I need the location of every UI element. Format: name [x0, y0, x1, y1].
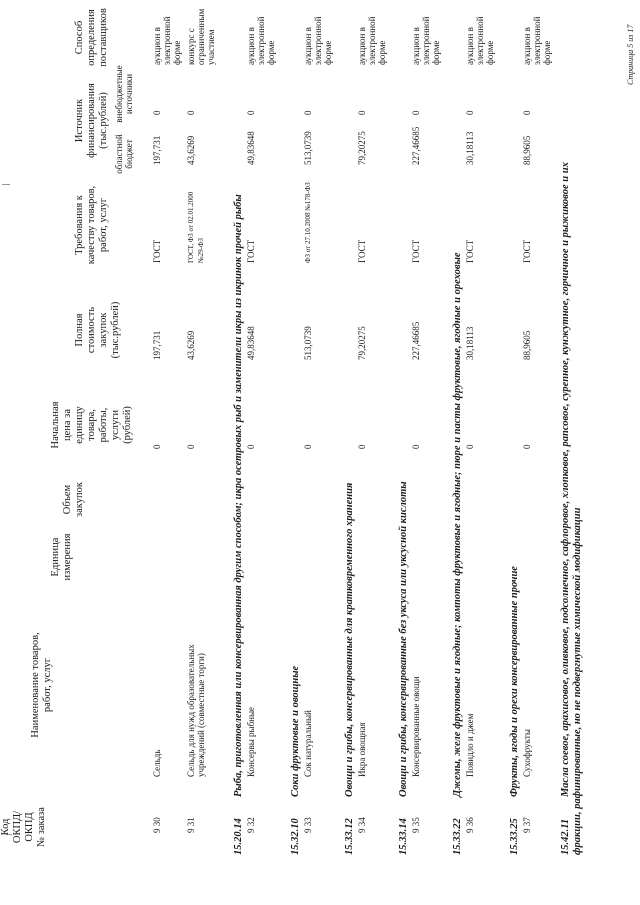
header-finance-regional [114, 125, 134, 183]
row-total-line: 227,46685 [411, 321, 421, 360]
row-regional-budget [465, 132, 475, 165]
row-regional-budget [411, 127, 421, 165]
row-number-line: 9 37 [522, 817, 532, 833]
row-name-line: учреждений (совместные торги) [196, 653, 206, 777]
okpd-group-title-line: Фрукты, ягоды и орехи консервированные прочие [509, 566, 520, 797]
row-name [357, 722, 367, 777]
row-offbudget-line: 0 [303, 110, 313, 115]
row-number-line: 9 35 [411, 817, 421, 833]
row-price-line: 0 [303, 444, 313, 449]
row-number-line: 9 32 [246, 817, 256, 833]
row-total-line: 79,20275 [357, 326, 367, 360]
row-requirements-line: №29-ФЗ [197, 237, 205, 263]
row-regional-budget [357, 131, 367, 165]
row-number-line: 9 34 [357, 817, 367, 833]
header-line: ОКПД [24, 812, 35, 842]
header-volume [62, 472, 86, 527]
row-name [246, 707, 256, 777]
row-name-line: Консервы рыбные [246, 706, 256, 777]
header-line: Полная [74, 313, 85, 347]
row-name [411, 676, 421, 777]
row-offbudget [186, 111, 196, 116]
row-requirements [411, 240, 421, 263]
row-requirements-line: ГОСТ [357, 239, 367, 263]
row-method-line: электронной [532, 16, 542, 65]
row-name-line: Консервированные овощи [411, 676, 421, 777]
row-method-line: аукцион в [411, 27, 421, 65]
header-line: финансирования [86, 83, 97, 158]
row-number [357, 817, 367, 833]
row-regional-budget-line: 88,9605 [522, 135, 532, 165]
row-name-line: Сухофрукты [522, 729, 532, 777]
row-method-line: электронной [162, 16, 172, 65]
row-offbudget [246, 111, 256, 116]
okpd-group-title-line: Масла соевое, арахисовое, оливковое, подсолнечное, сафлоровое, хлопковое, рапсовое, сурепное, кунжутное, горчичное и рыжиковое и их [560, 162, 571, 797]
okpd-group-code: 15.33.12 [344, 818, 355, 855]
row-price-line: 0 [411, 444, 421, 449]
row-requirements [522, 240, 532, 263]
row-method-line: аукцион в [246, 27, 256, 65]
row-method-line: форме [266, 40, 276, 65]
row-price [152, 445, 162, 450]
row-method-line: участием [206, 29, 216, 65]
row-regional-budget [522, 136, 532, 165]
header-line: определения [86, 9, 97, 66]
row-number-line: 9 33 [303, 817, 313, 833]
row-method-line: конкурс с [186, 28, 196, 65]
row-name [522, 729, 532, 777]
header-line: бюджет [124, 139, 134, 169]
row-method [411, 17, 441, 65]
row-price [246, 445, 256, 450]
row-requirements-line: ГОСТ [246, 239, 256, 263]
row-method-line: электронной [421, 16, 431, 65]
scan-mark [2, 184, 10, 185]
row-method-line: форме [542, 40, 552, 65]
okpd-group-code: 15.32.10 [290, 818, 301, 855]
header-line: Наименование товаров, [30, 632, 41, 738]
row-offbudget-line: 0 [411, 110, 421, 115]
row-method [186, 9, 216, 65]
okpd-group-title-line: Рыба, приготовленная или консервированная другим способом; икра осетровых рыб и заменители икры из икринок прочей рыбы [233, 194, 244, 797]
row-requirements [357, 240, 367, 263]
okpd-group-title-line: Овощи и грибы, консервированные без уксуса или уксусной кислоты [398, 481, 409, 797]
header-unit [50, 527, 74, 587]
row-price-line: 0 [152, 444, 162, 449]
header-line: Код [0, 818, 11, 836]
row-number [152, 817, 162, 833]
row-requirements [303, 182, 313, 263]
header-line: Способ [74, 20, 85, 55]
row-name [186, 644, 206, 777]
row-offbudget [152, 111, 162, 116]
row-regional-budget-line: 49,83648 [246, 131, 256, 165]
row-method-line: форме [172, 40, 182, 65]
row-name [465, 714, 475, 777]
row-method-line: аукцион в [303, 27, 313, 65]
header-line: Объем [62, 484, 73, 515]
header-name [30, 590, 54, 780]
okpd-group-title-line: фракции, рафинированные, но не подвергнутые химической модификации [572, 507, 583, 855]
row-number [411, 817, 421, 833]
okpd-group-code: 15.20.14 [233, 818, 244, 855]
row-method [303, 17, 333, 65]
row-requirements [186, 192, 206, 263]
row-method-line: форме [431, 40, 441, 65]
row-method-line: электронной [367, 16, 377, 65]
row-number [303, 817, 313, 833]
row-method-line: аукцион в [152, 27, 162, 65]
row-regional-budget-line: 79,20275 [357, 131, 367, 165]
row-total-line: 513,0739 [303, 326, 313, 360]
header-line: стоимость [86, 306, 97, 354]
row-price [522, 445, 532, 450]
row-name-line: Сельдь для нужд образовательных [186, 644, 196, 777]
row-price-line: 0 [357, 444, 367, 449]
row-name-line: Сельдь [152, 749, 162, 777]
row-price [303, 445, 313, 450]
row-name [303, 710, 313, 777]
header-line: (рублей) [122, 406, 133, 444]
okpd-group-title-line: Джемы, желе фруктовые и ягодные; компоты фруктовые и ягодные; пюре и пасты фруктовые, ягодные и ореховые [452, 252, 463, 797]
row-number [186, 817, 196, 833]
row-total [357, 326, 367, 360]
row-method-line: аукцион в [522, 27, 532, 65]
header-line: (тыс.рублей) [110, 301, 121, 359]
okpd-group-title [398, 481, 410, 797]
row-offbudget [465, 111, 475, 116]
header-line: единицу [74, 406, 85, 444]
row-number [246, 817, 256, 833]
row-method-line: форме [323, 40, 333, 65]
row-number-line: 9 36 [465, 817, 475, 833]
row-method-line: аукцион в [357, 27, 367, 65]
row-total [186, 331, 196, 360]
row-regional-budget [186, 136, 196, 165]
row-requirements [152, 240, 162, 263]
okpd-group-title [290, 666, 302, 797]
row-method [522, 17, 552, 65]
row-total-line: 30,18113 [465, 326, 475, 360]
okpd-group-code: 15.33.14 [398, 818, 409, 855]
row-offbudget-line: 0 [465, 110, 475, 115]
row-requirements-line: ГОСТ [522, 239, 532, 263]
row-requirements-line: ГОСТ [152, 239, 162, 263]
row-offbudget-line: 0 [246, 110, 256, 115]
row-number [522, 817, 532, 833]
row-total [465, 327, 475, 360]
row-method-line: форме [485, 40, 495, 65]
row-name [152, 750, 162, 777]
row-offbudget-line: 0 [152, 110, 162, 115]
row-method [465, 17, 495, 65]
okpd-group-title [509, 566, 521, 797]
row-offbudget-line: 0 [186, 110, 196, 115]
row-requirements [246, 240, 256, 263]
row-price-line: 0 [465, 444, 475, 449]
row-requirements-line: ФЗ от 27.10.2008 №178-ФЗ [304, 182, 312, 263]
row-total [246, 326, 256, 360]
header-line: товара, [86, 409, 97, 441]
row-method-line: форме [377, 40, 387, 65]
header-line: услуги [110, 409, 121, 441]
row-total [411, 322, 421, 360]
row-regional-budget-line: 197,731 [152, 135, 162, 165]
row-offbudget-line: 0 [522, 110, 532, 115]
header-line: поставщиков [98, 8, 109, 67]
header-line: измерения [62, 533, 73, 581]
header-line: внебюджетные [114, 65, 124, 123]
row-total-line: 43,6269 [186, 330, 196, 360]
row-price-line: 0 [246, 444, 256, 449]
row-price-line: 0 [186, 444, 196, 449]
row-total-line: 49,83648 [246, 326, 256, 360]
header-line: Начальная [50, 401, 61, 449]
header-requirements [74, 170, 110, 280]
row-total-line: 88,9605 [522, 330, 532, 360]
page-footer: Страница 5 из 17 [626, 24, 635, 85]
row-requirements-line: ГОСТ, ФЗ от 02.01.2000 [187, 191, 195, 263]
row-method [357, 17, 387, 65]
row-method-line: ограниченным [196, 8, 206, 65]
header-line: источники [124, 73, 134, 115]
okpd-group-title-line: Овощи и грибы, консервированные для кратковременного хранения [344, 482, 355, 797]
row-price [186, 445, 196, 450]
row-method-line: электронной [313, 16, 323, 65]
row-name-line: Повидло и джем [465, 713, 475, 777]
row-requirements [465, 240, 475, 263]
row-regional-budget [303, 131, 313, 165]
header-code [0, 799, 100, 855]
header-line: Требования к [74, 195, 85, 255]
row-offbudget [522, 111, 532, 116]
header-price [50, 395, 134, 455]
header-line: № заказа [36, 807, 47, 847]
header-line: закупок [74, 482, 85, 517]
okpd-group-title [233, 194, 245, 797]
header-line: ОКПД/ [12, 810, 23, 844]
header-line: (тыс.рублей) [98, 92, 109, 149]
row-total [152, 331, 162, 360]
header-line: цена за [62, 409, 73, 441]
header-line: областной [114, 134, 124, 174]
row-price [465, 445, 475, 450]
header-method [74, 0, 110, 75]
header-line: Источник [74, 98, 85, 143]
row-requirements-line: ГОСТ [465, 239, 475, 263]
row-price [411, 445, 421, 450]
okpd-group-title [452, 252, 464, 797]
okpd-group-title [344, 483, 356, 797]
row-regional-budget [152, 136, 162, 165]
row-method-line: электронной [475, 16, 485, 65]
row-number-line: 9 30 [152, 817, 162, 833]
row-regional-budget-line: 513,0739 [303, 131, 313, 165]
row-method [152, 17, 182, 65]
header-line: качеству товаров, [86, 185, 97, 265]
okpd-group-code: 15.42.11 [560, 818, 571, 855]
okpd-group-title-line: Соки фруктовые и овощные [290, 665, 301, 797]
row-offbudget [411, 111, 421, 116]
row-total [522, 331, 532, 360]
row-number-line: 9 31 [186, 817, 196, 833]
row-regional-budget-line: 43,6269 [186, 135, 196, 165]
row-method-line: аукцион в [465, 27, 475, 65]
row-offbudget [303, 111, 313, 116]
row-name-line: Сок натуральный [303, 710, 313, 777]
row-offbudget [357, 111, 367, 116]
header-line: работ, услуг [42, 657, 53, 713]
row-method-line: электронной [256, 16, 266, 65]
header-line: работы, [98, 407, 109, 443]
header-line: закупок [98, 312, 109, 348]
header-finance [74, 78, 110, 163]
row-requirements-line: ГОСТ [411, 239, 421, 263]
row-price-line: 0 [522, 444, 532, 449]
header-line: Единица [50, 537, 61, 577]
okpd-group-code: 15.33.22 [452, 818, 463, 855]
row-number [465, 817, 475, 833]
row-name-line: Икра овощная [357, 722, 367, 777]
header-finance-offbudget [114, 58, 134, 130]
row-offbudget-line: 0 [357, 110, 367, 115]
row-method [246, 17, 276, 65]
row-regional-budget-line: 227,46685 [411, 126, 421, 165]
okpd-group-code: 15.33.25 [509, 818, 520, 855]
header-line: работ, услуг [98, 197, 109, 253]
row-total-line: 197,731 [152, 330, 162, 360]
row-price [357, 445, 367, 450]
header-total [74, 295, 122, 365]
row-regional-budget [246, 131, 256, 165]
row-regional-budget-line: 30,18113 [465, 131, 475, 165]
row-total [303, 326, 313, 360]
